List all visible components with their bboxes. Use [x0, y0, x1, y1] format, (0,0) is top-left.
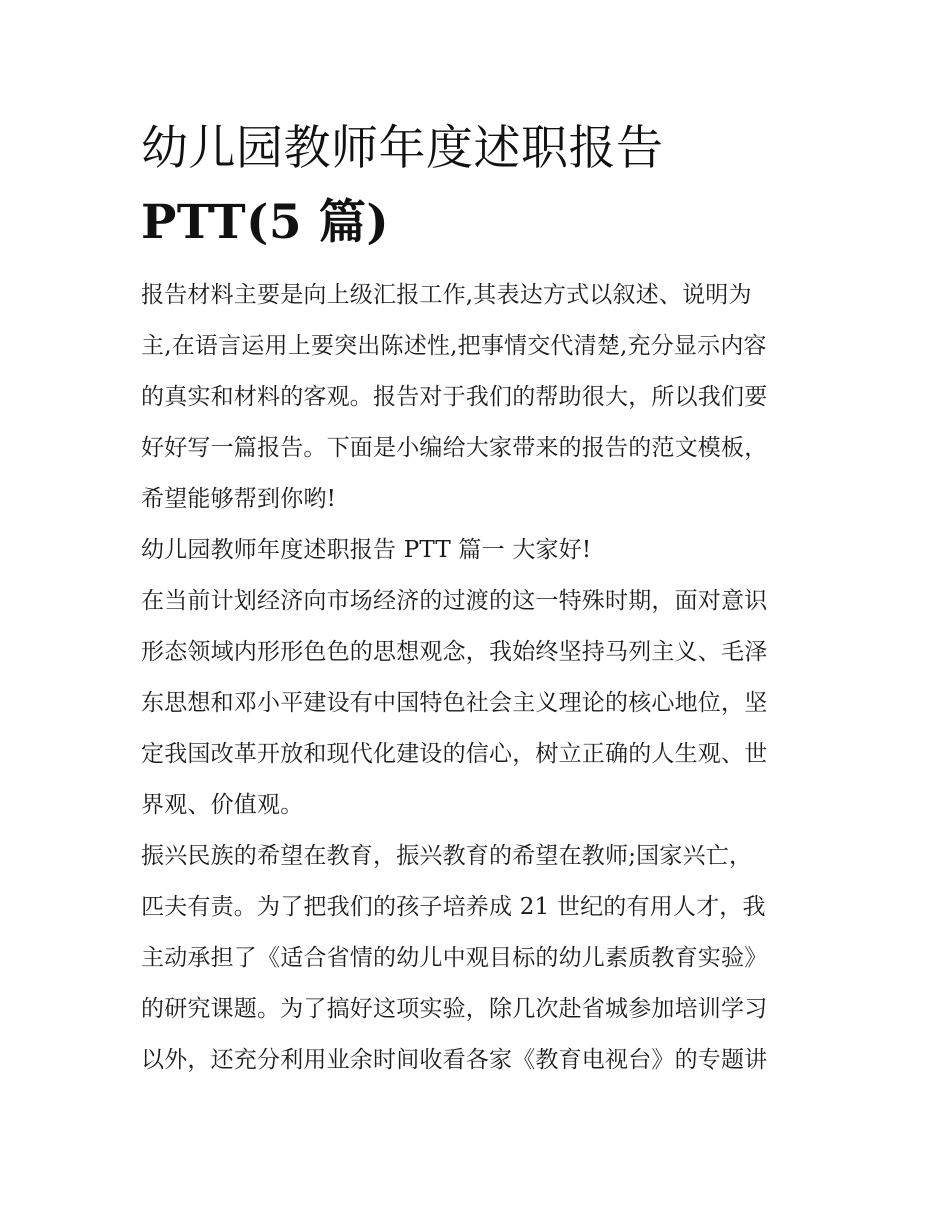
- text-line: 界观、价值观。: [141, 792, 304, 818]
- paragraph-ideology: [141, 576, 821, 831]
- text-line: 以外，还充分利用业余时间收看各家《教育电视台》的专题讲: [141, 1047, 768, 1073]
- text-line: 好好写一篇报告。下面是小编给大家带来的报告的范文模板，: [141, 435, 768, 461]
- paragraph-section-heading: [141, 525, 821, 576]
- paragraph-intro: [141, 270, 821, 525]
- document-title: [141, 112, 821, 260]
- text-line: 形态领域内形形色色的思想观念，我始终坚持马列主义、毛泽: [141, 639, 768, 665]
- document-content: [141, 112, 821, 1086]
- text-line: 的研究课题。为了搞好这项实验，除几次赴省城参加培训学习: [141, 996, 768, 1022]
- text-line: 在当前计划经济向市场经济的过渡的这一特殊时期，面对意识: [141, 588, 768, 614]
- text-line: 主动承担了《适合省情的幼儿中观目标的幼儿素质教育实验》: [141, 945, 768, 971]
- text-line: 希望能够帮到你哟!: [141, 486, 337, 512]
- text-line: 报告材料主要是向上级汇报工作,其表达方式以叙述、说明为: [141, 282, 752, 308]
- title-line-2: PTT(5 篇): [141, 195, 390, 250]
- text-line: 定我国改革开放和现代化建设的信心，树立正确的人生观、世: [141, 741, 768, 767]
- text-line: 匹夫有责。为了把我们的孩子培养成 21 世纪的有用人才，我: [141, 894, 766, 920]
- document-body: [141, 270, 821, 1086]
- paragraph-education: [141, 831, 821, 1086]
- text-line: 东思想和邓小平建设有中国特色社会主义理论的核心地位，坚: [141, 690, 768, 716]
- text-line: 的真实和材料的客观。报告对于我们的帮助很大，所以我们要: [141, 384, 768, 410]
- text-line: 幼儿园教师年度述职报告 PTT 篇一 大家好!: [141, 537, 592, 563]
- text-line: 振兴民族的希望在教育，振兴教育的希望在教师;国家兴亡，: [141, 843, 753, 869]
- text-line: 主,在语言运用上要突出陈述性,把事情交代清楚,充分显示内容: [141, 333, 767, 359]
- title-line-1: 幼儿园教师年度述职报告: [141, 121, 664, 176]
